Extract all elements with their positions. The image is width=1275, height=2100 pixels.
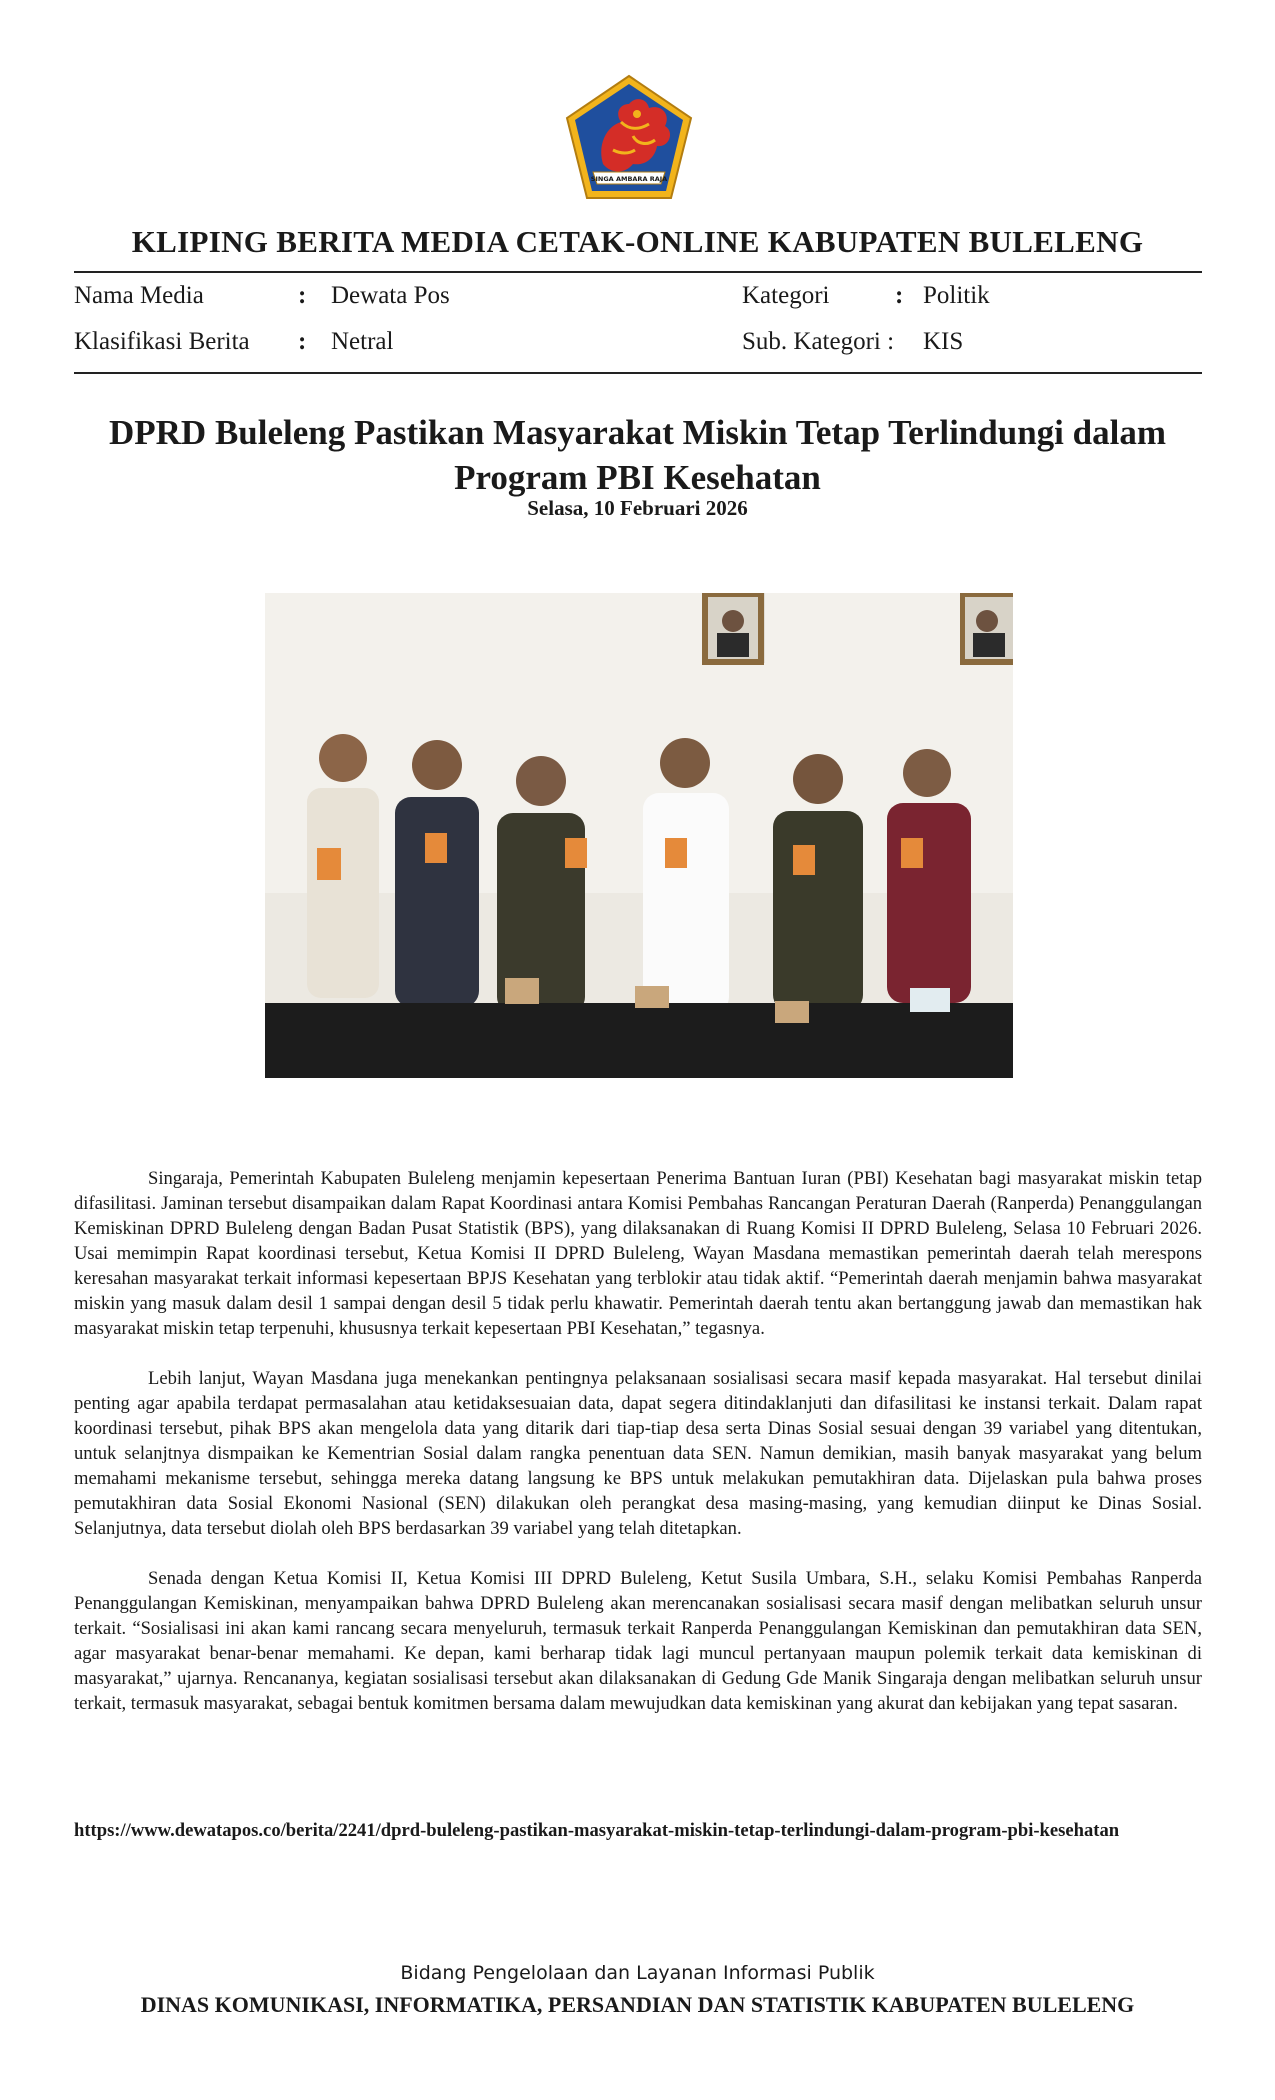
media-separator: :	[298, 282, 307, 309]
footer-agency: DINAS KOMUNIKASI, INFORMATIKA, PERSANDIAN DAN STATISTIK KABUPATEN BULELENG	[140, 1992, 1135, 2017]
article-paragraph: Senada dengan Ketua Komisi II, Ketua Komisi III DPRD Buleleng, Ketut Susila Umbara, S.H., selaku Komisi Pembahas Ranperda Penanggulangan Kemiskinan, menyampaikan bahwa DPRD Buleleng akan merencanakan sosialisasi secara masif dengan melibatkan seluruh unsur terkait. “Sosialisasi ini akan kami rancang secara menyeluruh, termasuk terkait Ranperda Penanggulangan Kemiskinan dan pemutakhiran data SEN, agar masyarakat benar-benar memahami. Ke depan, kami berharap tidak lagi muncul pertanyaan maupun polemik terkait data kemiskinan di masyarakat,” ujarnya. Rencananya, kegiatan sosialisasi tersebut akan dilaksanakan di Gedung Gde Manik Singaraja dengan melibatkan seluruh unsur terkait, termasuk masyarakat, sebagai bentuk komitmen bersama dalam mewujudkan data kemiskinan yang akurat dan kebijakan yang tepat sasaran.	[74, 1568, 1202, 1714]
top-divider	[74, 271, 1202, 273]
article-paragraph: Singaraja, Pemerintah Kabupaten Buleleng menjamin kepesertaan Penerima Bantuan Iuran (PBI) Kesehatan bagi masyarakat miskin tetap difasilitasi. Jaminan tersebut disampaikan dalam Rapat Koordinasi antara Komisi Pembahas Rancangan Peraturan Daerah (Ranperda) Penanggulangan Kemiskinan DPRD Buleleng dengan Badan Pusat Statistik (BPS), yang dilaksanakan di Ruang Komisi II DPRD Buleleng, Selasa 10 Februari 2026. Usai memimpin Rapat koordinasi tersebut, Ketua Komisi II DPRD Buleleng, Wayan Masdana memastikan pemerintah daerah telah merespons keresahan masyarakat terkait informasi kepesertaan BPJS Kesehatan yang terblokir atau tidak aktif. “Pemerintah daerah menjamin bahwa masyarakat miskin yang masuk dalam desil 1 sampai dengan desil 5 tidak perlu khawatir. Pemerintah daerah tentu akan bertanggung jawab dan memastikan hak masyarakat miskin tetap terpenuhi, khususnya terkait kepesertaan PBI Kesehatan,” tegasnya.	[74, 1168, 1202, 1339]
footer-division: Bidang Pengelolaan dan Layanan Informasi Publik	[400, 1962, 875, 1984]
subcategory-label: Sub. Kategori :	[742, 328, 895, 355]
category-label: Kategori	[742, 282, 830, 309]
document-title: KLIPING BERITA MEDIA CETAK-ONLINE KABUPATEN BULELENG	[131, 224, 1144, 259]
media-value: Dewata Pos	[331, 282, 450, 309]
article-headline: DPRD Buleleng Pastikan Masyarakat Miskin Tetap Terlindungi dalam Program PBI Kesehatan	[108, 413, 1166, 497]
article-date: Selasa, 10 Februari 2026	[527, 496, 748, 520]
meta-divider	[74, 372, 1202, 374]
source-url-link[interactable]: https://www.dewatapos.co/berita/2241/dprd-buleleng-pastikan-masyarakat-miskin-tetap-terlindungi-dalam-program-pbi-kesehatan	[74, 1820, 1120, 1841]
media-label: Nama Media	[74, 282, 204, 309]
news-photo	[265, 593, 1013, 1078]
article-body	[74, 1166, 1202, 1741]
classification-label: Klasifikasi Berita	[74, 328, 250, 355]
subcategory-value: KIS	[923, 328, 964, 355]
category-separator: :	[895, 282, 904, 309]
category-value: Politik	[923, 282, 990, 309]
buleleng-emblem-logo	[563, 74, 695, 200]
emblem-motto: SINGA AMBARA RAJA	[590, 175, 668, 183]
classification-separator: :	[298, 328, 307, 355]
classification-value: Netral	[331, 328, 394, 355]
article-paragraph: Lebih lanjut, Wayan Masdana juga menekankan pentingnya pelaksanaan sosialisasi secara masif kepada masyarakat. Hal tersebut dinilai penting agar apabila terdapat permasalahan atau ketidaksesuaian data, dapat segera ditindaklanjuti dan difasilitasi ke instansi terkait. Dalam rapat koordinasi tersebut, pihak BPS akan mengelola data yang ditarik dari tiap-tiap desa serta Dinas Sosial sesuai dengan 39 variabel yang ditentukan, untuk selanjtnya dismpaikan ke Kementrian Sosial dalam rangka penentuan data SEN. Namun demikian, masih banyak masyarakat yang belum memahami mekanisme tersebut, sehingga mereka datang langsung ke BPS untuk melakukan pemutakhiran data. Dijelaskan pula bahwa proses pemutakhiran data Sosial Ekonomi Nasional (SEN) dilakukan oleh perangkat desa masing-masing, yang kemudian diinput ke Dinas Sosial. Selanjutnya, data tersebut diolah oleh BPS berdasarkan 39 variabel yang telah ditetapkan.	[74, 1368, 1202, 1539]
